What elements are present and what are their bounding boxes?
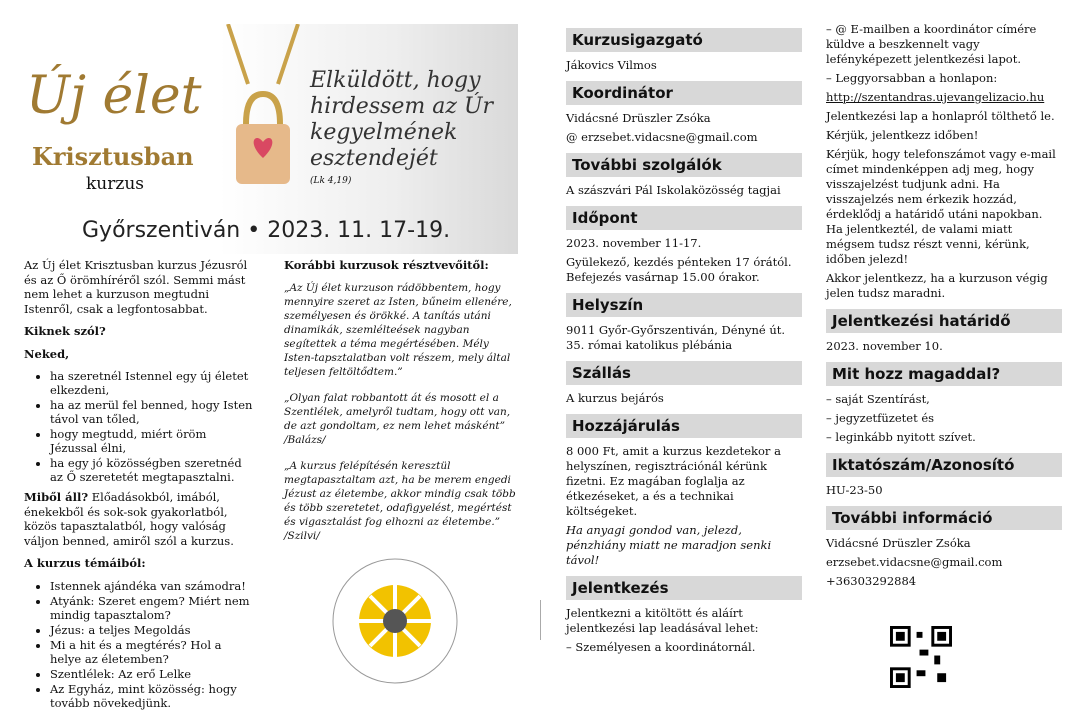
column-intro (24, 258, 256, 716)
column-more (826, 22, 1062, 593)
coordinator-name: Vidácsné Drüszler Zsóka (566, 111, 711, 125)
bring-item: – jegyzetfüzetet és (826, 411, 935, 425)
bring-heading: Mit hozz magaddal? (826, 362, 1062, 386)
stay-heading: Szállás (566, 361, 802, 385)
hero-ref: (Lk 4,19) (310, 176, 352, 186)
hero-title: Új élet (26, 66, 202, 126)
hero-place-date: Győrszentiván • 2023. 11. 17-19. (82, 218, 451, 243)
registration-text: Jelentkezni a kitöltött és aláírt jelentkezési lap leadásával lehet: (566, 606, 759, 635)
registration-in-person: – Személyesen a koordinátornál. (566, 640, 756, 654)
made-text: Előadásokból, imából, énekekből és sok-sok gyakorlatból, közös tapasztalatból, hogy valóság váljon benned, amiről szól a kurzus. (24, 490, 234, 548)
school-logo (330, 556, 460, 686)
bring-item: – saját Szentírást, (826, 392, 930, 406)
column-testimonials (284, 258, 516, 555)
time-heading: Időpont (566, 206, 802, 230)
stay-text: A kurzus bejárós (566, 391, 664, 405)
info-name: Vidácsné Drüszler Zsóka (826, 536, 971, 550)
testimonial-quote: „Az Új élet kurzuson rádöbbentem, hogy mennyire szeret az Isten, bűneim ellenére, személyesen és örökké. A tanítás utáni dinamikák, szemlélteések nagyban segítettek a téma megértésében. Mély Isten-tapsztalatban volt részem, mely által teljesen feltöltődtem.” (284, 281, 512, 378)
testimonial-quote: „A kurzus felépítésén keresztül megtapasztaltam azt, ha be merem engedi Jézust az életembe, akkor mindig csak több és több szeretetet, odafigyelést, megértést és vigasztalást fog elhozni az életembe.” /Szilvi/ (284, 459, 516, 542)
column-details (566, 28, 802, 659)
deadline-date: 2023. november 10. (826, 339, 943, 353)
director-heading: Kurzusigazgató (566, 28, 802, 52)
list-item: • hogy megtudd, miért öröm Jézussal élni, (50, 427, 256, 455)
servants-text: A szászvári Pál Iskolaközösség tagjai (566, 183, 781, 197)
list-item: • Az Egyház, mint közösség: hogy tovább növekedjünk. (50, 682, 256, 710)
hero-kurzus: kurzus (86, 174, 145, 194)
fee-text: 8 000 Ft, amit a kurzus kezdetekor a helyszínen, regisztrációnál kérünk fizetni. Ez magában foglalja az étkezéseket, a és a technikai költségeket. (566, 444, 781, 518)
qr-code-icon[interactable] (890, 626, 952, 688)
topics-list (50, 579, 256, 710)
lock-pendant-icon (208, 24, 318, 214)
place-heading: Helyszín (566, 293, 802, 317)
testimonials-heading: Korábbi kurzusok résztvevőitől: (284, 258, 489, 272)
registration-web: – Leggyorsabban a honlapon: (826, 71, 998, 85)
to-you: Neked, (24, 346, 70, 361)
fee-heading: Hozzájárulás (566, 414, 802, 438)
coordinator-heading: Koordinátor (566, 81, 802, 105)
list-item: • Istennek ajándéka van számodra! (50, 579, 256, 593)
list-item: • Szentlélek: Az erő Lelke (50, 667, 256, 681)
registration-email: – @ E-mailben a koordinátor címére küldve a beszkennelt vagy lefényképezett jelentkezési lapot. (826, 22, 1037, 66)
registration-url[interactable]: http://szentandras.ujevangelizacio.hu (826, 90, 1045, 104)
director-name: Jákovics Vilmos (566, 58, 657, 72)
info-email[interactable]: erzsebet.vidacsne@gmail.com (826, 555, 1003, 569)
who-list (50, 369, 256, 484)
topics-heading: A kurzus témáiból: (24, 556, 146, 570)
servants-heading: További szolgálók (566, 153, 802, 177)
divider (540, 600, 541, 640)
id-value: HU-23-50 (826, 483, 883, 497)
list-item: • ha egy jó közösségben szeretnéd az Ő szeretetét megtapasztalni. (50, 456, 256, 484)
note-on-time: Kérjük, jelentkezz időben! (826, 128, 979, 142)
time-date: 2023. november 11-17. (566, 236, 702, 250)
note-contact: Kérjük, hogy telefonszámot vagy e-mail címet mindenképpen adj meg, hogy visszajelzést tudjunk adni. Ha visszajelzés nem érkezik hozzád, érdeklődj a határidő utáni napokban. Ha jelentkeztél, de valami miatt mégsem tudsz részt venni, kérünk, időben jelezd! (826, 147, 1056, 266)
hero-banner (20, 24, 518, 254)
intro-text: Az Új élet Krisztusban kurzus Jézusról és az Ő örömhíréről szól. Semmi mást nem lehet a kurzuson megtudni Istenről, csak a legfontosabbat. (24, 258, 248, 316)
list-item: • Atyánk: Szeret engem? Miért nem mindig tapasztalom? (50, 594, 256, 622)
hero-subtitle: Krisztusban (32, 142, 194, 171)
list-item: • ha az merül fel benned, hogy Isten távol van tőled, (50, 398, 256, 426)
made-heading: Miből áll? (24, 490, 89, 504)
bring-item: – leginkább nyitott szívet. (826, 430, 976, 444)
fee-note: Ha anyagi gondod van, jelezd, pénzhiány miatt ne maradjon senki távol! (566, 523, 772, 567)
place-text: 9011 Győr-Győrszentiván, Dényné út. 35. római katolikus plébánia (566, 323, 786, 352)
time-text: Gyülekező, kezdés pénteken 17 órától. Befejezés vasárnap 15.00 órakor. (566, 255, 792, 284)
deadline-heading: Jelentkezési határidő (826, 309, 1062, 333)
who-heading: Kiknek szól? (24, 324, 106, 338)
note-stay: Akkor jelentkezz, ha a kurzuson végig jelen tudsz maradni. (826, 271, 1048, 300)
info-heading: További információ (826, 506, 1062, 530)
registration-form: Jelentkezési lap a honlapról tölthető le. (826, 109, 1055, 123)
info-phone: +36303292884 (826, 574, 917, 588)
hero-quote: Elküldött, hogy hirdessem az Úr kegyelmének esztendejét (310, 68, 494, 171)
list-item: • Mi a hit és a megtérés? Hol a helye az életemben? (50, 638, 256, 666)
coordinator-email[interactable]: @ erzsebet.vidacsne@gmail.com (566, 130, 758, 144)
registration-heading: Jelentkezés (566, 576, 802, 600)
id-heading: Iktatószám/Azonosító (826, 453, 1062, 477)
list-item: • Jézus: a teljes Megoldás (50, 623, 256, 637)
testimonial-quote: „Olyan falat robbantott át és mosott el a Szentlélek, amelyről tudtam, hogy ott van, de azt gondoltam, ez nem lehet másként” /Balázs/ (284, 391, 511, 446)
list-item: • ha szeretnél Istennel egy új életet elkezdeni, (50, 369, 256, 397)
